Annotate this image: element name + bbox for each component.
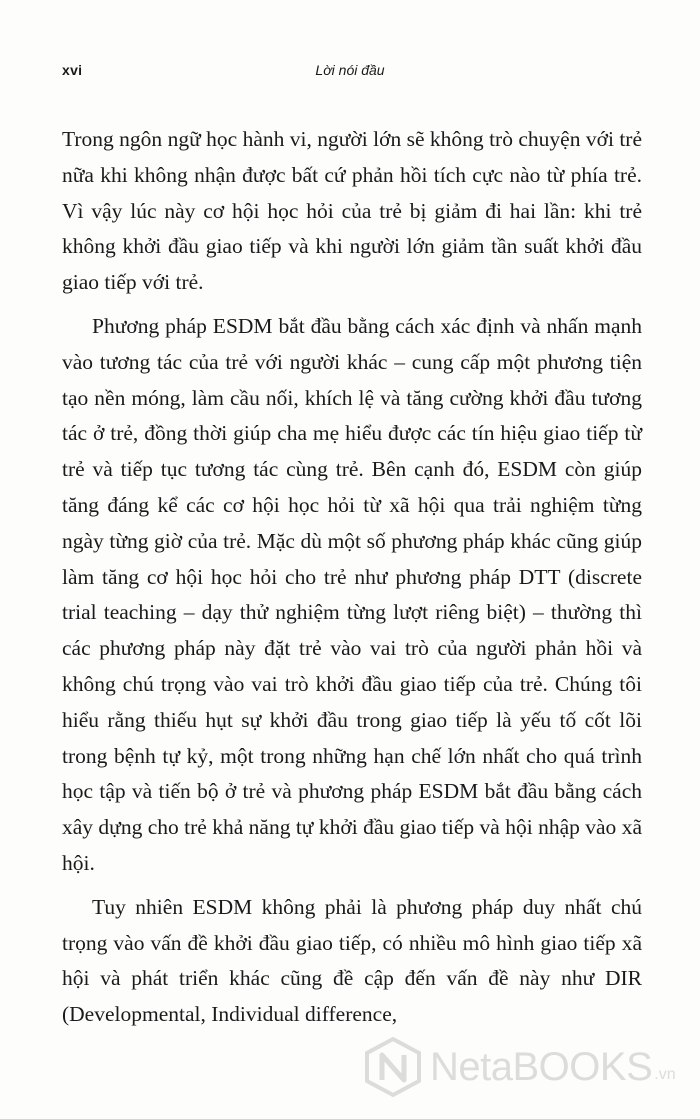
watermark: [362, 1032, 676, 1102]
chapter-title: Lời nói đầu: [315, 62, 385, 78]
paragraph-2: Phương pháp ESDM bắt đầu bằng cách xác định và nhấn mạnh vào tương tác của trẻ với người khác – cung cấp một phương tiện tạo nền móng, làm cầu nối, khích lệ và tăng cường khởi đầu tương tác ở trẻ, đồng thời giúp cha mẹ hiểu được các tín hiệu giao tiếp từ trẻ và tiếp tục tương tác cùng trẻ. Bên cạnh đó, ESDM còn giúp tăng đáng kể các cơ hội học hỏi từ xã hội qua trải nghiệm từng ngày từng giờ của trẻ. Mặc dù một số phương pháp khác cũng giúp làm tăng cơ hội học hỏi cho trẻ như phương pháp DTT (discrete trial teaching – dạy thử nghiệm từng lượt riêng biệt) – thường thì các phương pháp này đặt trẻ vào vai trò của người phản hồi và không chú trọng vào vai trò khởi đầu giao tiếp của trẻ. Chúng tôi hiểu rằng thiếu hụt sự khởi đầu trong giao tiếp là yếu tố cốt lõi trong bệnh tự kỷ, một trong những hạn chế lớn nhất cho quá trình học tập và tiến bộ ở trẻ và phương pháp ESDM bắt đầu bằng cách xây dựng cho trẻ khả năng tự khởi đầu giao tiếp và hội nhập vào xã hội.: [62, 313, 642, 875]
page-number: xvi: [62, 62, 83, 78]
running-header: [62, 62, 638, 82]
paragraph-1: Trong ngôn ngữ học hành vi, người lớn sẽ không trò chuyện với trẻ nữa khi không nhận được bất cứ phản hồi tích cực nào từ phía trẻ. Vì vậy lúc này cơ hội học hỏi của trẻ bị giảm đi hai lần: khi trẻ không khởi đầu giao tiếp và khi người lớn giảm tần suất khởi đầu giao tiếp với trẻ.: [62, 127, 642, 295]
watermark-brand: NetaBOOKS: [430, 1044, 653, 1089]
watermark-suffix: .vn: [654, 1066, 676, 1083]
body-text: [62, 122, 642, 1041]
paragraph-3: Tuy nhiên ESDM không phải là phương pháp duy nhất chú trọng vào vấn đề khởi đầu giao tiếp, có nhiều mô hình giao tiếp xã hội và phát triển khác cũng đề cập đến vấn đề này như DIR (Developmental, Individual difference,: [62, 894, 642, 1027]
neta-n-logo-icon: [362, 1036, 424, 1098]
